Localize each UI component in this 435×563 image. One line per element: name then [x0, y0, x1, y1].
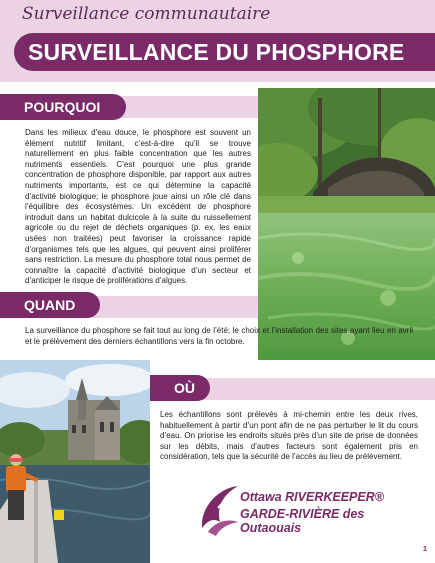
- ou-heading-text: OÙ: [174, 380, 195, 396]
- ou-heading: [150, 375, 210, 401]
- title-bar: [14, 33, 435, 71]
- pourquoi-heading: [0, 94, 126, 120]
- ou-paragraph: Les échantillons sont prélevés à mi-chemin entre les deux rives, habituellement à partir d’un pont afin de ne pas perturber le lit du cours d’eau. On priorise les endroits situés près d’un site de prise de données sur les débits, mais d’autres facteurs sont également pris en considération, tels que la sécurité de l’accès au lieu de prélèvement.: [160, 410, 418, 462]
- page-title: SURVEILLANCE DU PHOSPHORE: [28, 38, 405, 65]
- quand-heading-text: QUAND: [24, 297, 76, 313]
- logo-line-2: GARDE-RIVIÈRE des Outaouais: [240, 507, 365, 535]
- logo-line-1: Ottawa RIVERKEEPER®: [240, 490, 384, 504]
- pourquoi-heading-text: POURQUOI: [24, 99, 101, 115]
- algae-pond-photo: [258, 88, 435, 360]
- pourquoi-paragraph: Dans les milieux d’eau douce, le phosphore est souvent un élément nutritif limitant, c’est-à-dire qu’il se trouve naturellement en plus faible concentration que les autres nutriments essentiels. C’est pourquoi une plus grande concentration de phosphore disponible, par rapport aux autres nutriments importants, est ce qui détermine la capacité d’activité biologique; le phosphore joue ainsi un rôle clé dans l’équilibre des écosystèmes. Un excédent de phosphore introduit dans un habitat dulcicole à la suite du ruissellement agricole ou du rejet de déchets organiques (p. ex. les eaux usées non traitées) peut favoriser la croissance rapide d’organismes tels que les algues, qui peuvent ainsi proliférer sans restriction. La mesure du phosphore total nous permet de connaître la capacité d’activité biologique d’un secteur et d’anticiper le risque de proliférations d’algues.: [25, 128, 251, 286]
- page-number: 1: [422, 544, 427, 553]
- quand-paragraph: La surveillance du phosphore se fait tout au long de l’été; le choix et l’installation des sites ayant lieu en avril et le prélèvement des derniers échantillons vers la fin octobre.: [25, 326, 413, 346]
- header-kicker: Surveillance communautaire: [22, 4, 271, 24]
- riverkeeper-mark-icon: [198, 478, 242, 538]
- ottawa-riverkeeper-logo: [198, 478, 428, 538]
- quand-heading: [0, 292, 100, 318]
- bridge-sampling-photo: [0, 360, 150, 563]
